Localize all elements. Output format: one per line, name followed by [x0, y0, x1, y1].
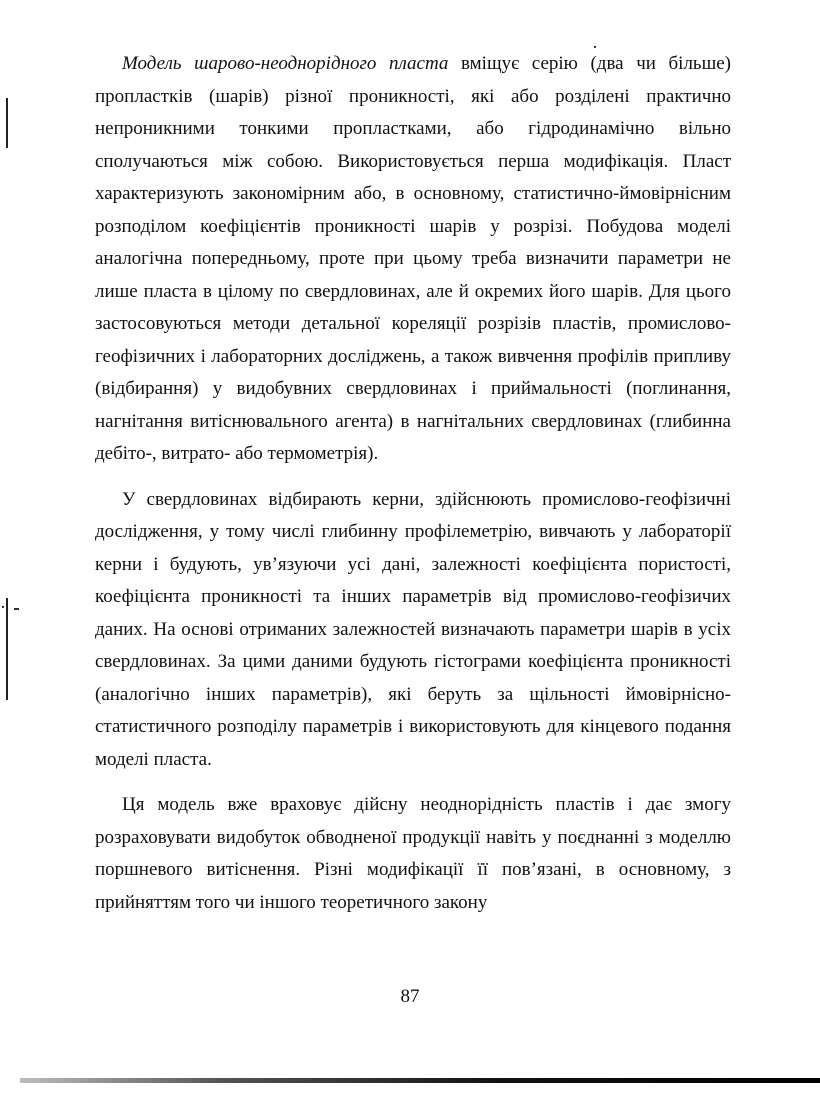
margin-mark: [6, 598, 8, 700]
paragraph-text: У свердловинах відбирають керни, здійснюють промислово-геофізичні дослідження, у тому числі глибинну профілеметрію, вивчають у лабораторії керни і будують, ув’язуючи усі дані, залежності коефіцієнта пористості, коефіцієнта проникності та інших параметрів від промислово-геофізичих даних. На основі отриманих залежностей визначають параметри шарів в усіх свердловинах. За цими даними будують гістограми коефіцієнта проникності (аналогічно інших параметрів), які беруть за щільності ймовірнісно-статистичного розподілу параметрів і використовують для кінцевого подання моделі пласта.: [95, 488, 731, 770]
page-number: 87: [400, 986, 420, 1007]
paragraph-text: вміщує серію (два чи більше) пропластків (шарів) різної проникності, які або розділені практично непроникними тонкими пропластками, або гідродинамічно вільно сполучаються між собою. Використовується перша модифікація. Пласт характеризують закономірним або, в основному, статистично-ймовірнісним розподілом коефіцієнтів проникності шарів у розрізі. Побудова моделі аналогічна попередньому, проте при цьому треба визначити параметри не лише пласта в цілому по свердловинах, але й окремих його шарів. Для цього застосовуються методи детальної кореляції розрізів пластів, промислово-геофізичних і лабораторних досліджень, а також вивчення профілів припливу (відбирання) у видобувних свердловинах і приймальності (поглинання, нагнітання витіснювального агента) в нагнітальних свердловинах (глибинна дебіто-, витрато- або термометрія).: [95, 53, 731, 464]
paragraph-text: Ця модель вже враховує дійсну неоднорідність пластів і дає змогу розраховувати видобуток обводненої продукції навіть у поєднанні з моделлю поршневого витіснення. Різні модифікації її пов’язані, в основному, з прийняттям того чи іншого теоретичного закону: [95, 794, 731, 913]
paragraph: [95, 789, 731, 919]
defined-term: Модель шарово-неоднорідного пласта: [122, 53, 449, 74]
margin-mark: [6, 98, 8, 148]
paragraph: [95, 484, 731, 777]
paragraph: [95, 48, 731, 471]
margin-mark: [2, 606, 4, 608]
bottom-scan-edge: [20, 1078, 820, 1083]
body-text: [95, 48, 731, 919]
margin-mark: [14, 608, 19, 610]
